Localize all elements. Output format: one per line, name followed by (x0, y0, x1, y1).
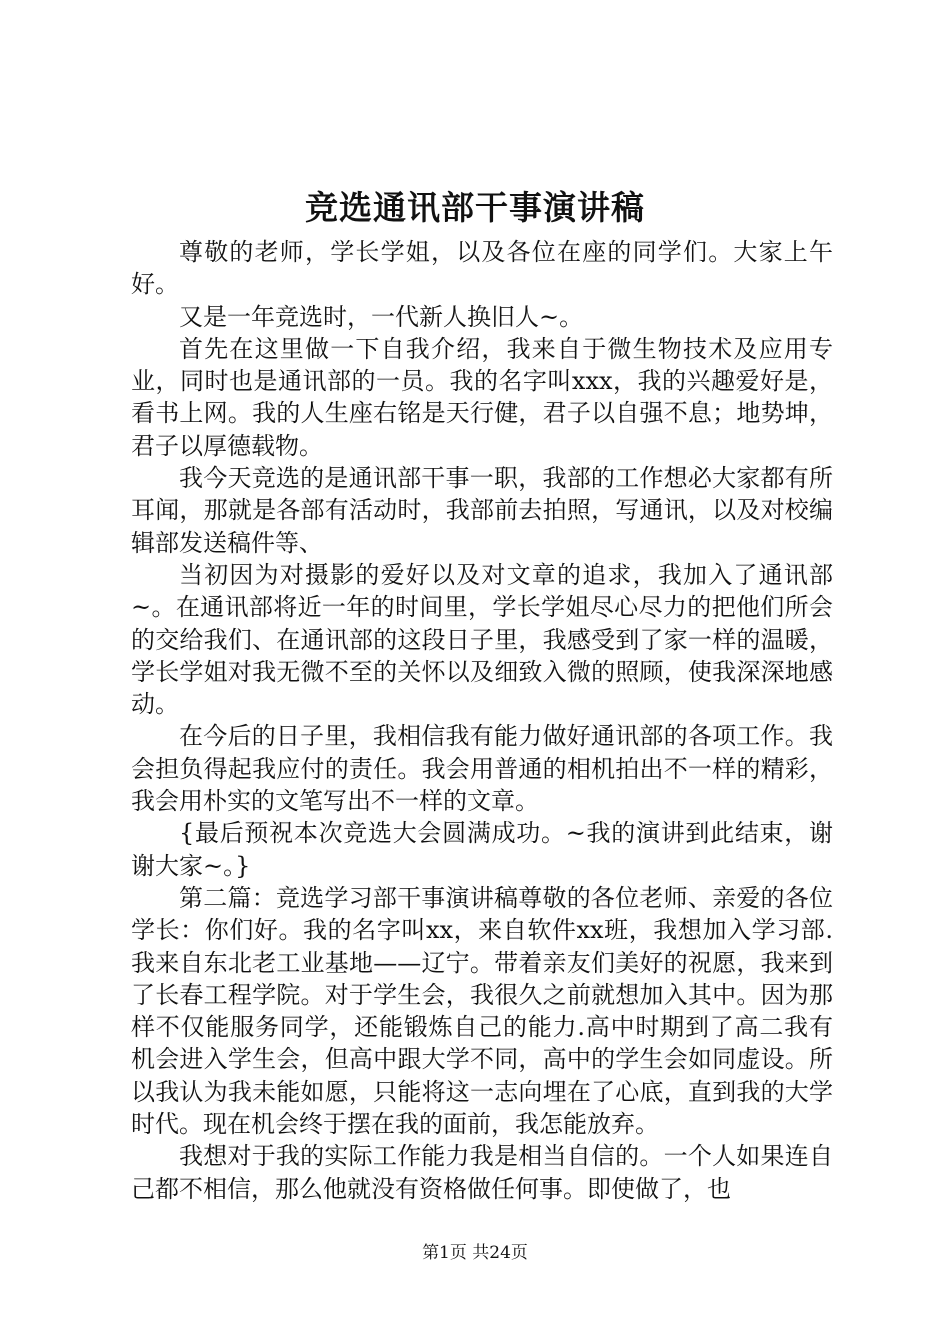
paragraph: 又是一年竞选时，一代新人换旧人~。 (179, 302, 584, 331)
paragraph: 尊敬的老师，学长学姐，以及各位在座的同学们。大家上午好。 (131, 238, 833, 299)
document-title: 竞选通讯部干事演讲稿 (305, 188, 645, 227)
paragraph: 在今后的日子里，我相信我有能力做好通讯部的各项工作。我会担负得起我应付的责任。我会用普通的相机拍出不一样的精彩，我会用朴实的文笔写出不一样的文章。 (131, 722, 833, 816)
page-number-footer: 第1页 共24页 (422, 1243, 528, 1263)
paragraph: 我今天竞选的是通讯部干事一职，我部的工作想必大家都有所耳闻，那就是各部有活动时，我部前去拍照，写通讯，以及对校编辑部发送稿件等、 (131, 464, 833, 557)
paragraph: 当初因为对摄影的爱好以及对文章的追求，我加入了通讯部~。在通讯部将近一年的时间里，学长学姐尽心尽力的把他们所会的交给我们、在通讯部的这段日子里，我感受到了家一样的温暖，学长学姐对我无微不至的关怀以及细致入微的照顾，使我深深地感动。 (131, 560, 833, 719)
paragraph: 第二篇：竞选学习部干事演讲稿尊敬的各位老师、亲爱的各位学长：你们好。我的名字叫xx，来自软件xx班，我想加入学习部.我来自东北老工业基地——辽宁。带着亲友们美好的祝愿，我来到了长春工程学院。对于学生会，我很久之前就想加入其中。因为那样不仅能服务同学，还能锻炼自己的能力.高中时期到了高二我有机会进入学生会，但高中跟大学不同，高中的学生会如同虚设。所以我认为我未能如愿，只能将这一志向埋在了心底，直到我的大学时代。现在机会终于摆在我的面前，我怎能放弃。 (131, 883, 833, 1139)
paragraph: 我想对于我的实际工作能力我是相当自信的。一个人如果连自己都不相信，那么他就没有资格做任何事。即使做了，也 (131, 1142, 833, 1203)
document-body (131, 236, 833, 1205)
paragraph: 首先在这里做一下自我介绍，我来自于微生物技术及应用专业，同时也是通讯部的一员。我的名字叫xxx，我的兴趣爱好是，看书上网。我的人生座右铭是天行健，君子以自强不息；地势坤，君子以厚德载物。 (131, 334, 833, 460)
paragraph: {最后预祝本次竞选大会圆满成功。~我的演讲到此结束，谢谢大家~。} (131, 819, 833, 880)
